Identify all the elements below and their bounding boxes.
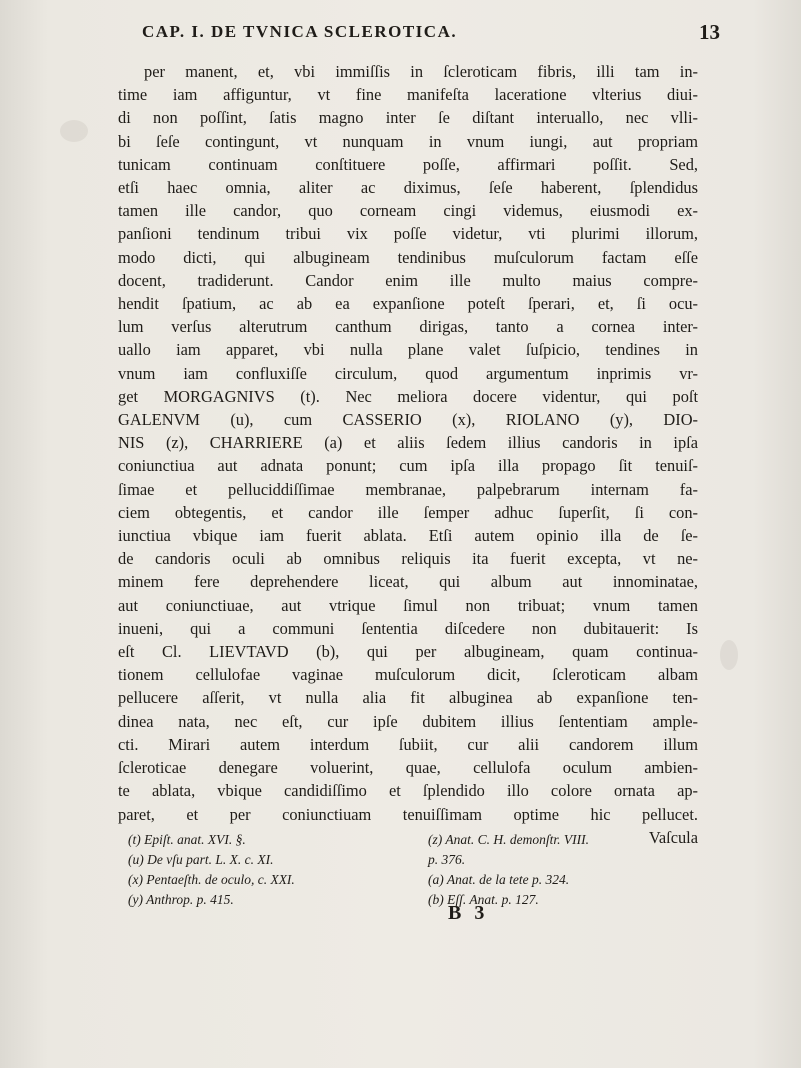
footnote-right: p. 376. xyxy=(428,852,466,867)
footnote-right: (a) Anat. de la tete p. 324. xyxy=(428,872,570,887)
text-line: uallo iam apparet, vbi nulla plane valet ſuſpicio, tendines in xyxy=(118,340,698,360)
signature-mark: B 3 xyxy=(448,902,489,924)
footnote-row xyxy=(128,830,708,850)
text-line: tionem cellulofae vaginae muſculorum dicit, ſcleroticam albam xyxy=(118,665,698,685)
paper-stain xyxy=(60,120,88,142)
footnote-row xyxy=(128,890,708,910)
text-line: vnum iam confluxiſſe circulum, quod argumentum inprimis vr- xyxy=(118,363,698,383)
text-line: te ablata, vbique candidiſſimo et ſplendido illo colore ornata ap- xyxy=(118,781,698,801)
footnote-left: (y) Anthrop. p. 415. xyxy=(128,892,234,907)
text-line: minem fere deprehendere liceat, qui album aut innominatae, xyxy=(118,572,698,592)
footnote-left: (u) De vſu part. L. X. c. XI. xyxy=(128,852,274,867)
text-line: per manent, et, vbi immiſſis in ſcleroticam fibris, illi tam in- xyxy=(144,62,698,81)
text-line: lum verſus alterutrum canthum dirigas, tanto a cornea inter- xyxy=(118,317,698,337)
text-line: GALENVM (u), cum CASSERIO (x), RIOLANO (y), DIO- xyxy=(118,410,698,430)
footnote-left: (x) Pentaeſth. de oculo, c. XXI. xyxy=(128,872,295,887)
text-line: ſcleroticae denegare voluerint, quae, cellulofa oculum ambien- xyxy=(118,758,698,778)
text-line: di non poſſint, ſatis magno inter ſe diſtant interuallo, nec vlli- xyxy=(118,108,698,128)
footnotes xyxy=(128,830,708,910)
text-line: NIS (z), CHARRIERE (a) et aliis ſedem illius candoris in ipſa xyxy=(118,433,698,453)
footnote-right: (z) Anat. C. H. demonſtr. VIII. xyxy=(428,832,589,847)
page-number: 13 xyxy=(699,20,720,44)
text-line: inueni, qui a communi ſententia diſcedere non dubitauerit: Is xyxy=(118,618,698,638)
text-line: eſt Cl. LIEVTAVD (b), qui per albugineam, quam continua- xyxy=(118,642,698,662)
text-line: hendit ſpatium, ac ab ea expanſione poteſt ſperari, et, ſi ocu- xyxy=(118,294,698,314)
text-line: get MORGAGNIVS (t). Nec meliora docere videntur, qui poſt xyxy=(118,386,698,406)
main-text xyxy=(118,60,698,849)
text-line: pellucere aſſerit, vt nulla alia fit albuginea ab expanſione ten- xyxy=(118,688,698,708)
text-line: aut coniunctiuae, aut vtrique ſimul non tribuat; vnum tamen xyxy=(118,595,698,615)
text-line: etſi haec omnia, aliter ac diximus, ſeſe haberent, ſplendidus xyxy=(118,178,698,198)
footnote-row xyxy=(128,870,708,890)
text-line: panſioni tendinum tribui vix poſſe videtur, vti plurimi illorum, xyxy=(118,224,698,244)
text-line: docent, tradiderunt. Candor enim ille multo maius compre- xyxy=(118,270,698,290)
paper-stain xyxy=(720,640,738,670)
text-line: ſimae et pelluciddiſſimae membranae, palpebrarum internam fa- xyxy=(118,479,698,499)
footnote-left: (t) Epiſt. anat. XVI. §. xyxy=(128,832,246,847)
text-line: tunicam continuam conſtituere poſſe, affirmari poſſit. Sed, xyxy=(118,154,698,174)
footnote-row xyxy=(128,850,708,870)
text-line: cti. Mirari autem interdum ſubiit, cur alii candorem illum xyxy=(118,734,698,754)
footnote-right: (b) Eſſ. Anat. p. 127. xyxy=(428,892,539,907)
text-line: Vaſcula xyxy=(648,827,698,847)
text-line: dinea nata, nec eſt, cur ipſe dubitem illius ſententiam ample- xyxy=(118,711,698,731)
text-line: de candoris oculi ab omnibus reliquis ita fuerit excepta, vt ne- xyxy=(118,549,698,569)
text-line: tamen ille candor, quo corneam cingi videmus, eiusmodi ex- xyxy=(118,201,698,221)
text-line: ciem obtegentis, et candor ille ſemper adhuc ſuperſit, ſi con- xyxy=(118,502,698,522)
text-line: paret, et per coniunctiuam tenuiſſimam optime hic pellucet. xyxy=(118,804,698,824)
text-line: coniunctiua aut adnata ponunt; cum ipſa illa propago ſit tenuiſ- xyxy=(118,456,698,476)
running-title: CAP. I. DE TVNICA SCLEROTICA. xyxy=(142,22,458,41)
text-line: time iam affiguntur, vt fine manifeſta laceratione vlterius diui- xyxy=(118,85,698,105)
text-line: modo dicti, qui albugineam tendinibus muſculorum factam eſſe xyxy=(118,247,698,267)
text-line: iunctiua vbique iam fuerit ablata. Etſi autem opinio illa de ſe- xyxy=(118,526,698,546)
text-line: bi ſeſe contingunt, vt nunquam in vnum iungi, aut propriam xyxy=(118,131,698,151)
page-header xyxy=(120,16,720,50)
